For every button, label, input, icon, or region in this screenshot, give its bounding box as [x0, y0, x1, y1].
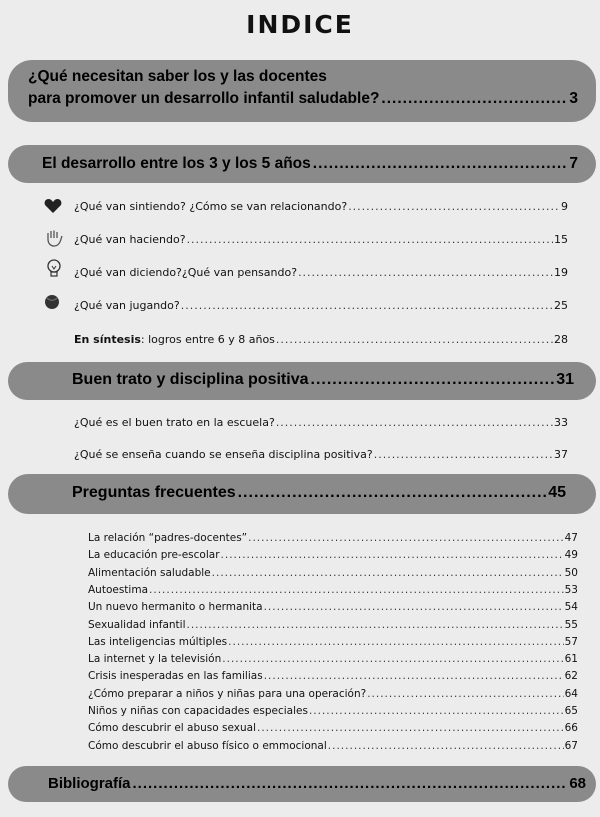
dot-leader	[222, 653, 563, 665]
toc-section-buen-trato[interactable]	[8, 362, 596, 400]
toc-item[interactable]	[88, 636, 578, 648]
dot-leader	[181, 299, 553, 312]
toc-item[interactable]	[88, 549, 578, 561]
toc-item-label: Cómo descubrir el abuso físico o emmocional	[88, 739, 327, 752]
page-number: 64	[564, 687, 578, 700]
toc-item[interactable]	[88, 601, 578, 613]
dot-leader	[328, 740, 564, 752]
dot-leader	[238, 484, 547, 502]
page-number: 31	[556, 371, 574, 388]
toc-item[interactable]: ¿Qué van jugando? ..... 25	[74, 299, 568, 312]
dot-leader	[374, 448, 553, 461]
heart-icon	[44, 198, 62, 214]
toc-item[interactable]	[88, 619, 578, 631]
toc-item[interactable]: ¿Qué van sintiendo? ¿Cómo se van relacionando? ..... 9	[74, 200, 568, 213]
page-number: 49	[564, 549, 578, 562]
section-title: El desarrollo entre los 3 y los 5 años	[42, 155, 311, 172]
page-number: 3	[569, 90, 578, 107]
toc-item-label: Un nuevo hermanito o hermanita	[88, 601, 263, 614]
dot-leader	[276, 416, 553, 429]
synthesis-label: : logros entre 6 y 8 años	[140, 333, 275, 346]
toc-item[interactable]: ¿Qué van haciendo? ..... 15	[74, 233, 568, 246]
toc-item-label: Autoestima	[88, 583, 149, 596]
dot-leader	[187, 233, 553, 246]
toc-item[interactable]: ¿Qué se enseña cuando se enseña disciplina positiva? ..... 37	[74, 448, 568, 461]
dot-leader	[381, 90, 567, 108]
page-title: INDICE	[246, 10, 354, 39]
dot-leader	[367, 688, 563, 700]
synthesis-bold: En síntesis	[74, 333, 141, 346]
ball-icon	[44, 294, 60, 310]
toc-item-label: Cómo descubrir el abuso sexual	[88, 722, 256, 735]
toc-item-label: Niños y niñas con capacidades especiales	[88, 705, 308, 717]
toc-item[interactable]	[88, 722, 578, 734]
section-title-line2: para promover un desarrollo infantil saludable?	[28, 90, 380, 107]
toc-item[interactable]: ¿Qué es el buen trato en la escuela? ..... 33	[74, 416, 568, 429]
dot-leader	[257, 722, 564, 734]
toc-item-label: La relación “padres-docentes”	[88, 532, 248, 544]
toc-section-desarrollo-3-5[interactable]	[8, 145, 596, 183]
toc-item-label: Crisis inesperadas en las familias	[88, 670, 263, 683]
toc-item-label: ¿Cómo preparar a niños y niñas para una operación?	[88, 687, 367, 700]
page-number: 55	[564, 618, 578, 631]
page-number: 45	[548, 484, 566, 501]
dot-leader	[313, 155, 568, 173]
page-number: 62	[564, 670, 578, 683]
toc-item[interactable]	[88, 688, 578, 700]
dot-leader	[311, 371, 555, 389]
dot-leader	[309, 705, 564, 717]
dot-leader	[298, 266, 553, 279]
page-number: 65	[564, 705, 578, 717]
dot-leader	[276, 333, 553, 346]
dot-leader	[348, 200, 560, 213]
page-number: 66	[564, 722, 578, 735]
toc-item[interactable]: ¿Qué van diciendo?¿Qué van pensando? ..... 19	[74, 266, 568, 279]
page-number: 61	[564, 653, 578, 666]
toc-item[interactable]	[88, 532, 578, 544]
toc-item-label: Las inteligencias múltiples	[88, 635, 228, 648]
toc-section-preguntas-frecuentes[interactable]	[8, 474, 596, 514]
dot-leader	[264, 601, 564, 613]
page-number: 57	[564, 635, 578, 648]
dot-leader	[248, 532, 564, 544]
toc-section-desarrollo-saludable[interactable]	[8, 60, 596, 122]
dot-leader	[149, 584, 564, 596]
section-title-line1: ¿Qué necesitan saber los y las docentes	[28, 68, 327, 85]
toc-item-label: Alimentación saludable	[88, 566, 211, 579]
dot-leader	[264, 670, 564, 682]
toc-item-label: La educación pre-escolar	[88, 549, 220, 562]
toc-item-synthesis[interactable]: En síntesis: logros entre 6 y 8 años ..... 28	[74, 333, 568, 346]
section-title: Buen trato y disciplina positiva	[72, 371, 309, 388]
dot-leader	[228, 636, 563, 648]
toc-section-bibliografia[interactable]	[8, 766, 596, 802]
dot-leader	[187, 619, 564, 631]
page-number: 47	[564, 532, 578, 544]
page-number: 68	[569, 775, 586, 792]
page-number: 53	[564, 583, 578, 596]
page-number: 50	[564, 566, 578, 579]
page-number: 7	[569, 155, 578, 172]
toc-item[interactable]	[88, 670, 578, 682]
toc-item[interactable]	[88, 705, 578, 717]
toc-item[interactable]	[88, 740, 578, 752]
page-number: 54	[564, 601, 578, 614]
toc-item[interactable]	[88, 567, 578, 579]
section-title: Bibliografía	[48, 775, 131, 792]
toc-item-label: La internet y la televisión	[88, 653, 222, 666]
dot-leader	[221, 549, 564, 561]
section-title: Preguntas frecuentes	[72, 484, 236, 501]
toc-item[interactable]	[88, 653, 578, 665]
hand-icon	[44, 228, 64, 248]
lightbulb-icon	[46, 259, 62, 279]
toc-item[interactable]	[88, 584, 578, 596]
page-number: 67	[564, 739, 578, 752]
toc-item-label: Sexualidad infantil	[88, 618, 186, 631]
dot-leader	[212, 567, 564, 579]
dot-leader	[133, 775, 568, 792]
